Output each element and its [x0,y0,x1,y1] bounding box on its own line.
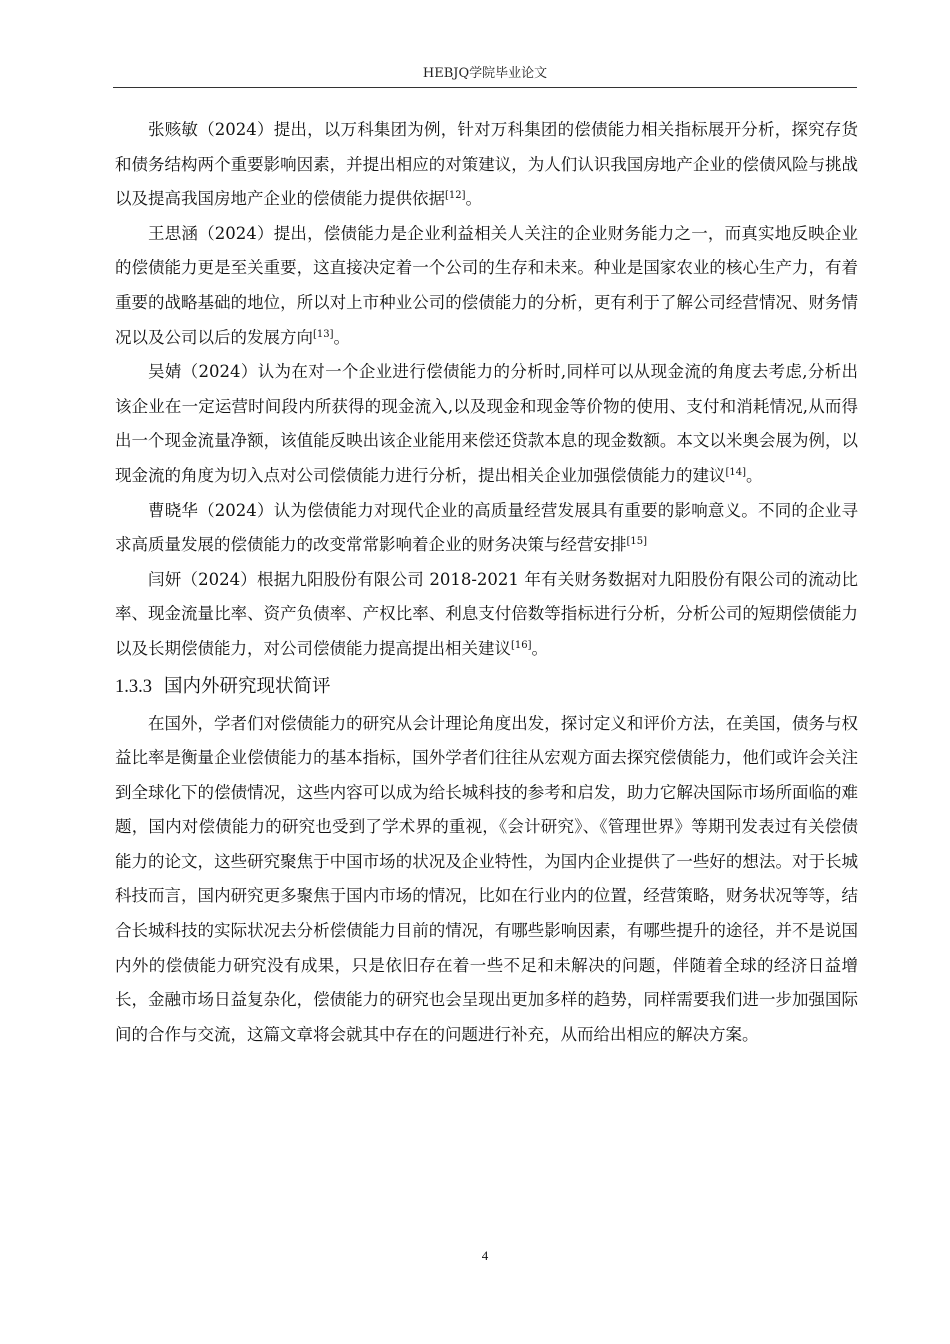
citation-ref: [16] [511,639,532,651]
header-divider [113,87,857,88]
paragraph-cao [115,494,858,563]
citation-ref: [13] [313,328,334,340]
paragraph-end: 。 [465,189,483,209]
paragraph-text: 王思涵（2024）提出，偿债能力是企业利益相关人关注的企业财务能力之一，而真实地反映企业的偿债能力更是至关重要，这直接决定着一个公司的生存和未来。种业是国家农业的核心生产力，有着重要的战略基础的地位，所以对上市种业公司的偿债能力的分析，更有利于了解公司经营情况、财务情况以及公司以后的发展方向 [115,223,858,347]
section-title: 国内外研究现状简评 [164,675,331,697]
paragraph-yan [115,563,858,667]
paragraph-wang [115,217,858,355]
page-header: HEBJQ学院毕业论文 [422,66,548,81]
paragraph-text: 吴婧（2024）认为在对一个企业进行偿债能力的分析时,同样可以从现金流的角度去考虑,分析出该企业在一定运营时间段内所获得的现金流入,以及现金和现金等价物的使用、支付和消耗情况,从而得出一个现金流量净额，该值能反映出该企业能用来偿还贷款本息的现金数额。本文以米奥会展为例，以现金流的角度为切入点对公司偿债能力进行分析，提出相关企业加强偿债能力的建议 [115,362,858,485]
section-heading [115,670,858,704]
paragraph-end: 。 [531,638,549,658]
paragraph-review: 在国外，学者们对偿债能力的研究从会计理论角度出发，探讨定义和评价方法，在美国，债务与权益比率是衡量企业偿债能力的基本指标，国外学者们往往从宏观方面去探究偿债能力，他们或许会关注到全球化下的偿债情况，这些内容可以成为给长城科技的参考和启发，助力它解决国际市场所面临的难题，国内对偿债能力的研究也受到了学术界的重视，《会计研究》、《管理世界》等期刊发表过有关偿债能力的论文，这些研究聚焦于中国市场的状况及企业特性，为国内企业提供了一些好的想法。对于长城科技而言，国内研究更多聚焦于国内市场的情况，比如在行业内的位置，经营策略，财务状况等等，结合长城科技的实际状况去分析偿债能力目前的情况，有哪些影响因素，有哪些提升的途径，并不是说国内外的偿债能力研究没有成果，只是依旧存在着一些不足和未解决的问题，伴随着全球的经济日益增长，金融市场日益复杂化，偿债能力的研究也会呈现出更加多样的趋势，同样需要我们进一步加强国际间的合作与交流，这篇文章将会就其中存在的问题进行补充，从而给出相应的解决方案。 [115,713,858,1044]
section-number: 1.3.3 [115,676,152,697]
citation-ref: [15] [626,536,648,548]
page-number: 4 [481,1248,489,1263]
citation-ref: [14] [725,466,747,478]
paragraph-zhang [115,113,858,217]
paragraph-end: 。 [746,465,763,485]
paragraph-text: 闫妍（2024）根据九阳股份有限公司 2018-2021 年有关财务数据对九阳股份有限公司的流动比率、现金流量比率、资产负债率、产权比率、利息支付倍数等指标进行分析，分析公司的短期偿债能力以及长期偿债能力，对公司偿债能力提高提出相关建议 [115,569,858,658]
paragraph-wu [115,355,858,493]
paragraph-end: 。 [333,327,351,347]
paragraph-text: 曹晓华（2024）认为偿债能力对现代企业的高质量经营发展具有重要的影响意义。不同的企业寻求高质量发展的偿债能力的改变常常影响着企业的财务决策与经营安排 [115,500,858,555]
citation-ref: [12] [445,190,466,202]
paragraph-text: 张赅敏（2024）提出，以万科集团为例，针对万科集团的偿债能力相关指标展开分析，探究存货和债务结构两个重要影响因素，并提出相应的对策建议，为人们认识我国房地产企业的偿债风险与挑战以及提高我国房地产企业的偿债能力提供依据 [115,120,858,209]
document-body [115,113,858,1052]
